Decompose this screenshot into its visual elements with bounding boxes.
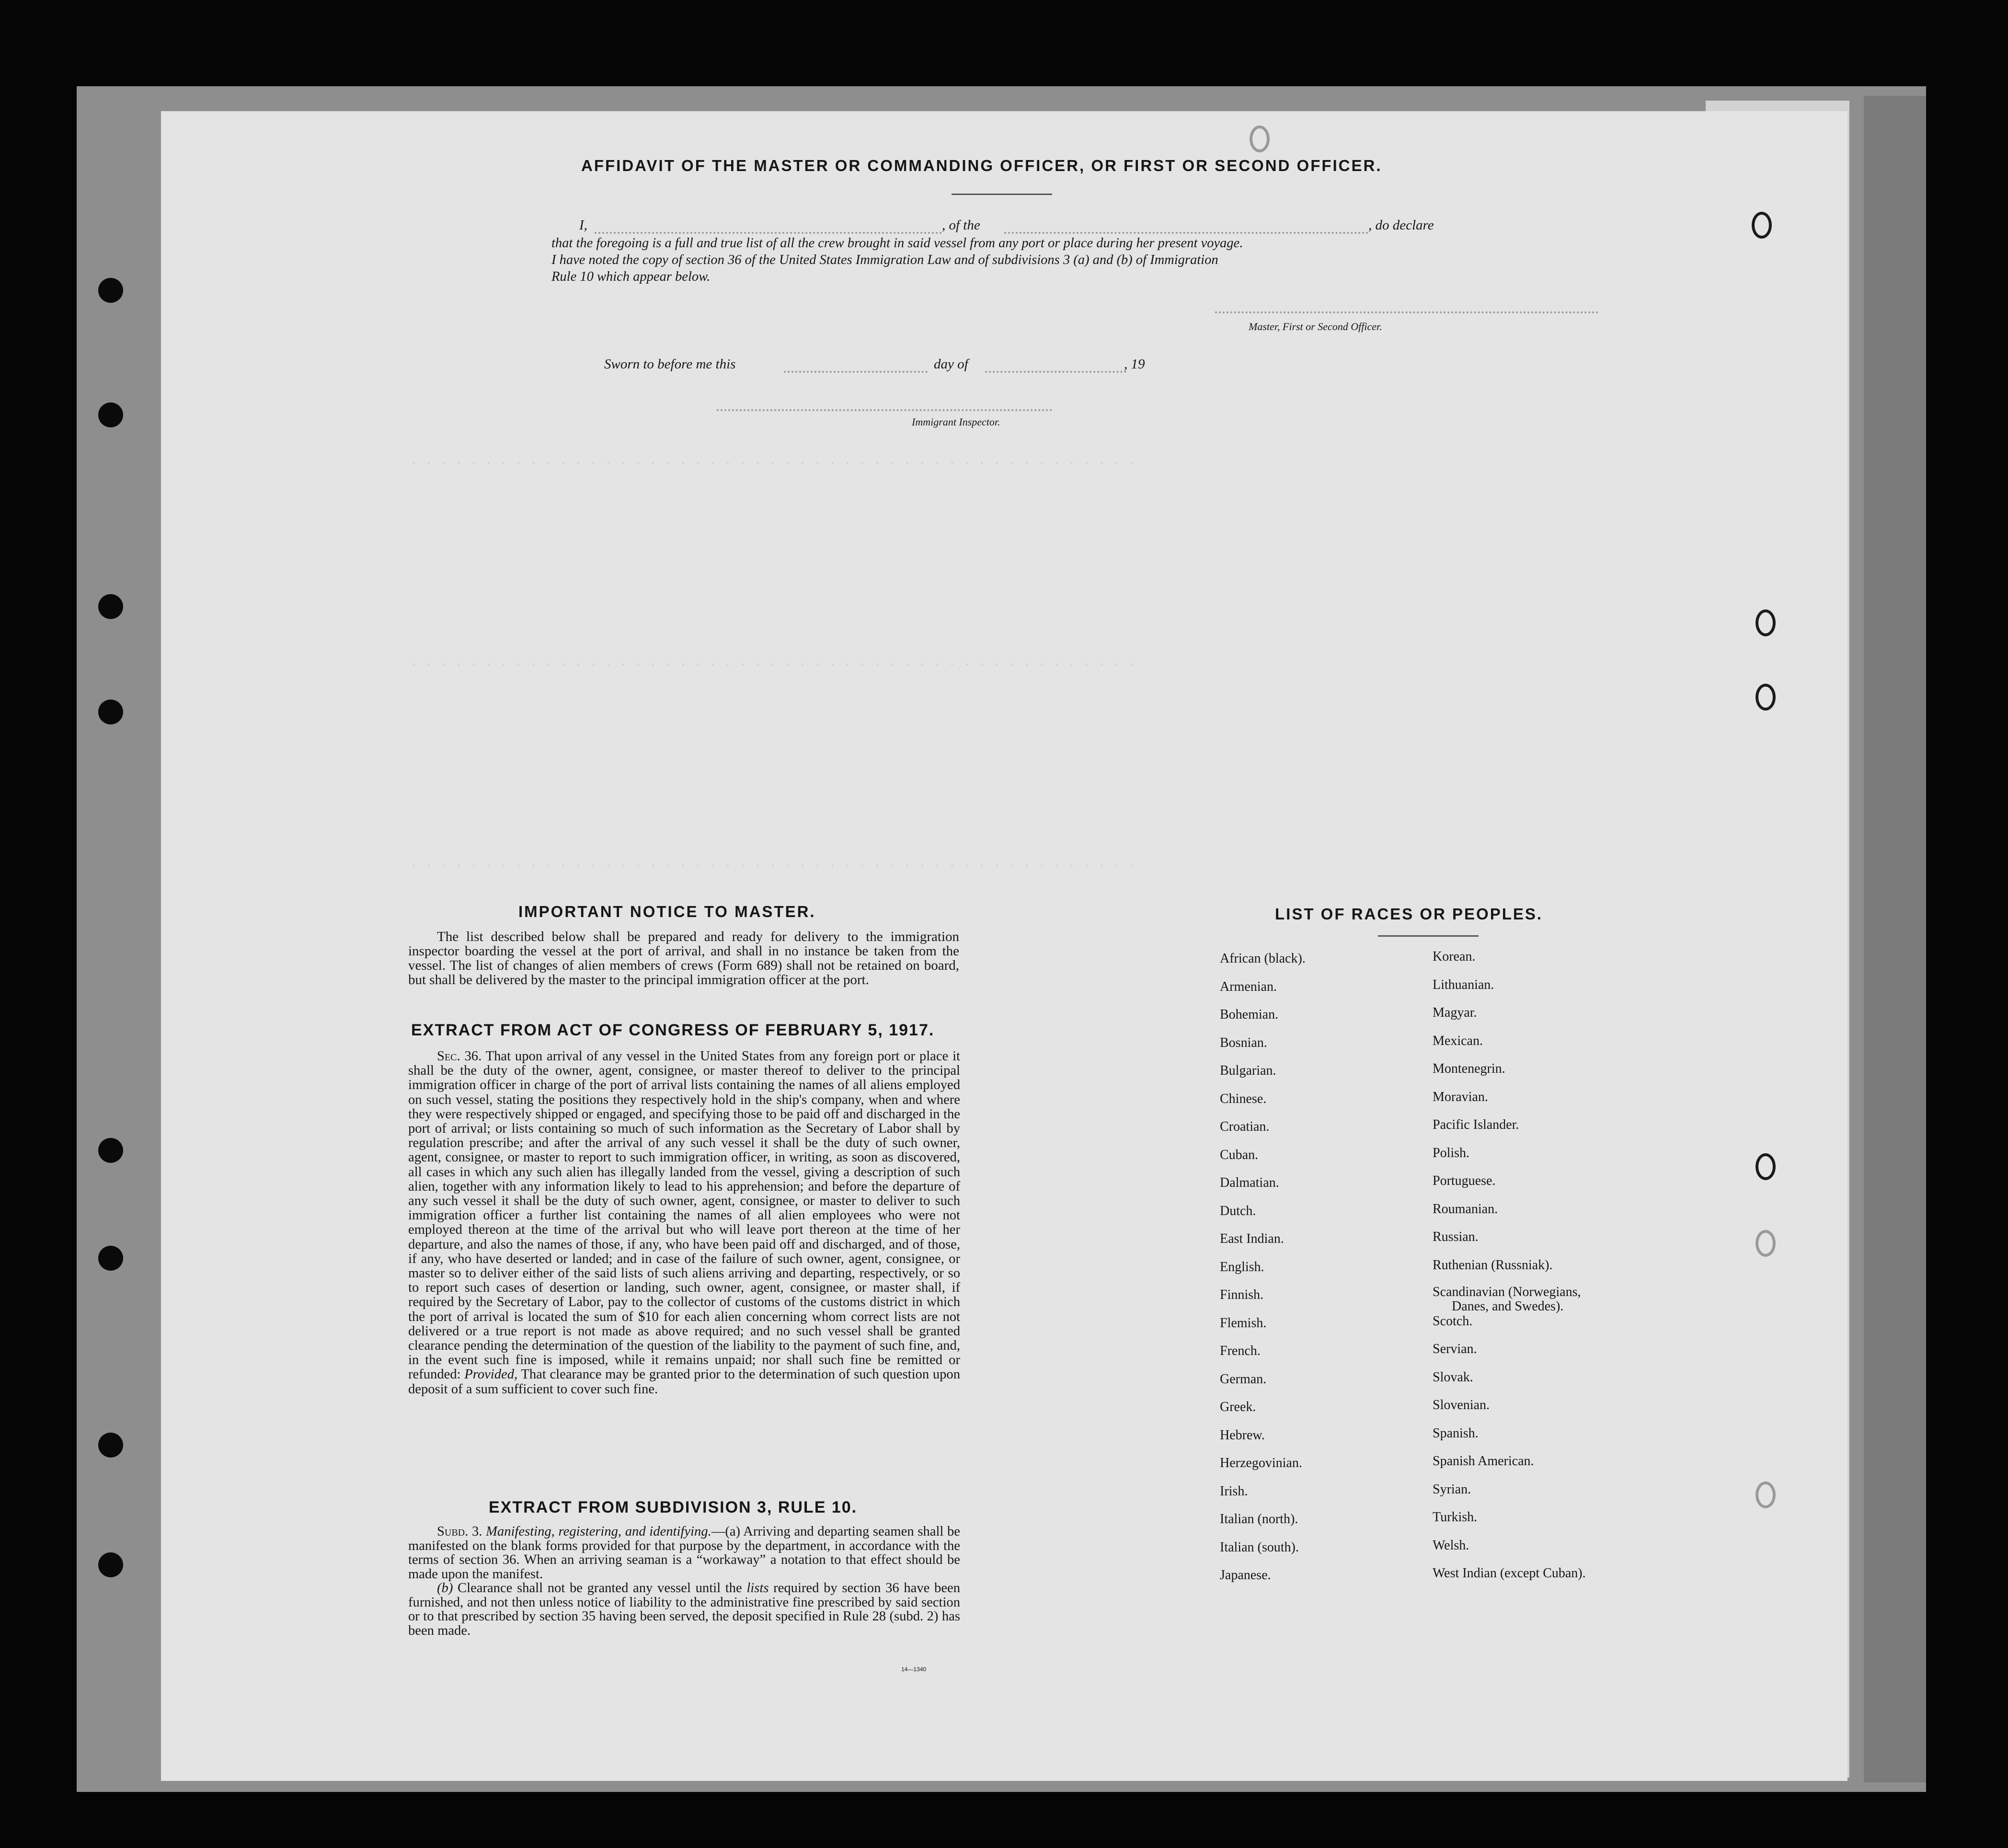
form-page [161, 111, 1847, 1781]
year-label: , 19 [1124, 356, 1145, 372]
race-item: German. [1220, 1371, 1267, 1387]
master-signature-line[interactable] [1215, 311, 1598, 313]
race-item: Dutch. [1220, 1203, 1256, 1218]
race-item: Turkish. [1433, 1510, 1478, 1525]
rule-subd-label: Subd. 3. [437, 1524, 482, 1539]
race-item: Polish. [1433, 1145, 1470, 1160]
sworn-label: Sworn to before me this [604, 356, 736, 372]
act-text-end: That clearance may be granted prior to the determination of such question upon deposit of a sum sufficient to cover such fine. [408, 1367, 961, 1397]
race-item: Korean. [1433, 949, 1476, 964]
race-item: Moravian. [1433, 1089, 1488, 1104]
races-left-column [1220, 951, 1306, 1595]
ring-hole [1756, 1153, 1776, 1180]
rule-subd-title: Manifesting, registering, and identifying. [486, 1524, 711, 1539]
race-item: Finnish. [1220, 1287, 1264, 1302]
bleed-through: · · · · · · · · · · · · · · · · · · · · · · · · · · · · · · · · · · · · · · · · · · · · · · · · · [410, 657, 1136, 672]
bleed-through: · · · · · · · · · · · · · · · · · · · · · · · · · · · · · · · · · · · · · · · · · · · · · · · · · [410, 859, 1136, 873]
race-item: Spanish. [1433, 1425, 1479, 1441]
ring-hole [1250, 126, 1270, 152]
affidavit-line-2: I have noted the copy of section 36 of the United States Immigration Law and of subdivisions 3 (a) and (b) of Immigration [551, 253, 1218, 267]
rule-b-text-1: Clearance shall not be granted any vessel until the [458, 1581, 742, 1595]
race-item: Herzegovinian. [1220, 1456, 1302, 1470]
rule-paragraph-b [408, 1581, 960, 1638]
punch-hole [98, 700, 123, 724]
punch-hole [98, 278, 123, 303]
day-of-label: day of [934, 356, 968, 372]
races-right-column [1433, 949, 1586, 1594]
race-item: Greek. [1220, 1400, 1256, 1414]
race-item: Roumanian. [1433, 1201, 1498, 1217]
race-item: Mexican. [1433, 1033, 1483, 1048]
race-item: Cuban. [1220, 1147, 1259, 1162]
race-item: Japanese. [1220, 1568, 1271, 1583]
notice-body [408, 930, 959, 987]
race-item: East Indian. [1220, 1231, 1284, 1246]
punch-hole [98, 594, 123, 619]
affidavit-i-label: I, [579, 218, 587, 233]
affidavit-line-3: Rule 10 which appear below. [551, 269, 711, 284]
act-title: EXTRACT FROM ACT OF CONGRESS OF FEBRUARY 5, 1917. [411, 1021, 935, 1039]
race-item: Italian (south). [1220, 1539, 1299, 1555]
punch-hole [98, 1138, 123, 1163]
ring-hole [1756, 684, 1776, 711]
punch-hole [98, 1552, 123, 1577]
vessel-blank[interactable] [1004, 232, 1368, 234]
race-item: Bohemian. [1220, 1007, 1279, 1022]
race-item: Montenegrin. [1433, 1061, 1505, 1076]
form-number: 14—1340 [901, 1666, 927, 1673]
act-provided: Provided, [464, 1367, 518, 1382]
act-section-label: Sec. 36. [437, 1049, 482, 1064]
master-signature-label: Master, First or Second Officer. [1249, 321, 1382, 333]
race-item: Servian. [1433, 1342, 1477, 1356]
race-item: Scotch. [1433, 1313, 1473, 1329]
race-item: Slovenian. [1433, 1398, 1490, 1412]
race-item: Bosnian. [1220, 1035, 1267, 1050]
rule-body [408, 1525, 960, 1638]
race-item: African (black). [1220, 951, 1306, 966]
ring-hole [1756, 1481, 1776, 1508]
act-paragraph [408, 1049, 960, 1397]
races-title: LIST OF RACES OR PEOPLES. [1275, 905, 1543, 923]
race-item: Bulgarian. [1220, 1063, 1276, 1078]
ring-hole [1756, 1230, 1776, 1257]
race-item: Russian. [1433, 1229, 1479, 1244]
notice-paragraph: The list described below shall be prepared and ready for delivery to the immigration inspector boarding the vessel at the port of arrival, and shall in no instance be taken from the vessel. The list of changes of alien members of crews (Form 689) shall not be retained on board, but shall be delivered by the master to the principal immigration officer at the port. [408, 929, 959, 987]
ring-hole [1756, 609, 1776, 636]
race-item: Croatian. [1220, 1119, 1270, 1134]
ring-hole [1752, 212, 1772, 239]
race-item: Flemish. [1220, 1315, 1267, 1331]
affidavit-do-declare: , do declare [1368, 218, 1434, 233]
rule-a-text: —(a) Arriving and departing seamen shall be manifested on the blank forms provided for that purpose by the department, in accordance with the terms of section 36. When an arriving seaman is a “workaway” a notation to that effect should be made upon the manifest. [408, 1524, 960, 1582]
races-title-underline [1378, 935, 1479, 937]
inspector-label: Immigrant Inspector. [912, 416, 1000, 428]
race-item: Italian (north). [1220, 1512, 1298, 1527]
race-item: Portuguese. [1433, 1173, 1496, 1188]
affidavit-title: AFFIDAVIT OF THE MASTER OR COMMANDING OFFICER, OR FIRST OR SECOND OFFICER. [581, 157, 1382, 174]
race-item: West Indian (except Cuban). [1433, 1566, 1586, 1581]
punch-hole [98, 1433, 123, 1458]
bleed-through: · · · · · · · · · · · · · · · · · · · · · · · · · · · · · · · · · · · · · · · · · · · · · · · · · [410, 456, 1136, 471]
race-item: French. [1220, 1343, 1261, 1358]
affidavit-of-the: , of the [942, 218, 980, 233]
rule-b-label: (b) [437, 1581, 453, 1595]
affidavit-line-1: that the foregoing is a full and true list of all the crew brought in said vessel from any port or place during her present voyage. [551, 236, 1243, 251]
rule-paragraph-a [408, 1525, 960, 1581]
sworn-day-blank[interactable] [784, 371, 928, 373]
race-item: Dalmatian. [1220, 1175, 1279, 1190]
race-item: Welsh. [1433, 1538, 1469, 1553]
race-item: Lithuanian. [1433, 977, 1494, 992]
rule-b-lists: lists [746, 1581, 769, 1595]
act-text: That upon arrival of any vessel in the United States from any foreign port or place it shall be the duty of the owner, agent, consignee, or master thereof to deliver to the principal immigration officer in charge of the port of arrival lists containing the names of all aliens employed on such vessel, stating the positions they respectively hold in the ship's company, when and where they were respectively shipped or engaged, and specifying those to be paid off and discharged in the port of arrival; or lists containing so much of such information as the Secretary of Labor shall by regulation prescribe; and after the arrival of any such vessel it shall be the duty of such owner, agent, consignee, or master to report to such immigration officer, in writing, as soon as discovered, all cases in which any such alien has illegally landed from the vessel, giving a description of such alien, together with any information likely to lead to his apprehension; and before the departure of any such vessel it shall be the duty of such owner, agent, consignee, or master to deliver to such immigration officer a further list containing the names of all alien employees who were not employed thereon at the time of the arrival but who will leave port thereon at the time of her departure, and also the names of those, if any, who have been paid off and discharged, and of those, if any, who have deserted or landed; and in case of the failure of such owner, agent, consignee, or master so to deliver either of the said lists of such aliens arriving and departing, respectively, or so to report such cases of desertion or landing, such owner, agent, consignee, or master shall, if required by the Secretary of Labor, pay to the collector of customs of the customs district in which the port of arrival is located the sum of $10 for each alien concerning whom correct lists are not delivered or a true report is not made as above required; and no such vessel shall be granted clearance pending the determination of the question of the liability to the payment of such fine, and, in the event such fine is imposed, while it remains unpaid; nor shall such fine be remitted or refunded: [408, 1049, 960, 1382]
binder-edge [1864, 96, 1926, 1782]
race-item: Chinese. [1220, 1091, 1267, 1106]
punch-hole [98, 402, 123, 427]
race-item: Spanish American. [1433, 1454, 1534, 1469]
race-item: Magyar. [1433, 1005, 1477, 1020]
rule-title: EXTRACT FROM SUBDIVISION 3, RULE 10. [489, 1498, 858, 1516]
punch-hole [98, 1246, 123, 1271]
inspector-signature-line[interactable] [717, 409, 1052, 411]
race-item: Slovak. [1433, 1369, 1473, 1385]
notice-title: IMPORTANT NOTICE TO MASTER. [518, 903, 816, 920]
title-underline [952, 194, 1052, 195]
sworn-month-blank[interactable] [985, 371, 1126, 373]
race-item: Pacific Islander. [1433, 1117, 1519, 1132]
act-body [408, 1049, 960, 1397]
race-item: English. [1220, 1259, 1264, 1274]
race-item: Hebrew. [1220, 1427, 1265, 1443]
race-item: Ruthenian (Russniak). [1433, 1257, 1553, 1273]
race-item: Irish. [1220, 1483, 1248, 1499]
race-item: Scandinavian (Norwegians, Danes, and Swedes). [1433, 1285, 1581, 1314]
rule-b-text-2: required by section 36 have been furnished, and not then unless notice of liability to the administrative fine prescribed by said section or to that prescribed by section 35 having been served, the deposit specified in Rule 28 (subd. 2) has been made. [408, 1581, 961, 1638]
race-item: Syrian. [1433, 1481, 1471, 1497]
race-item: Armenian. [1220, 979, 1277, 994]
name-blank[interactable] [595, 232, 942, 234]
